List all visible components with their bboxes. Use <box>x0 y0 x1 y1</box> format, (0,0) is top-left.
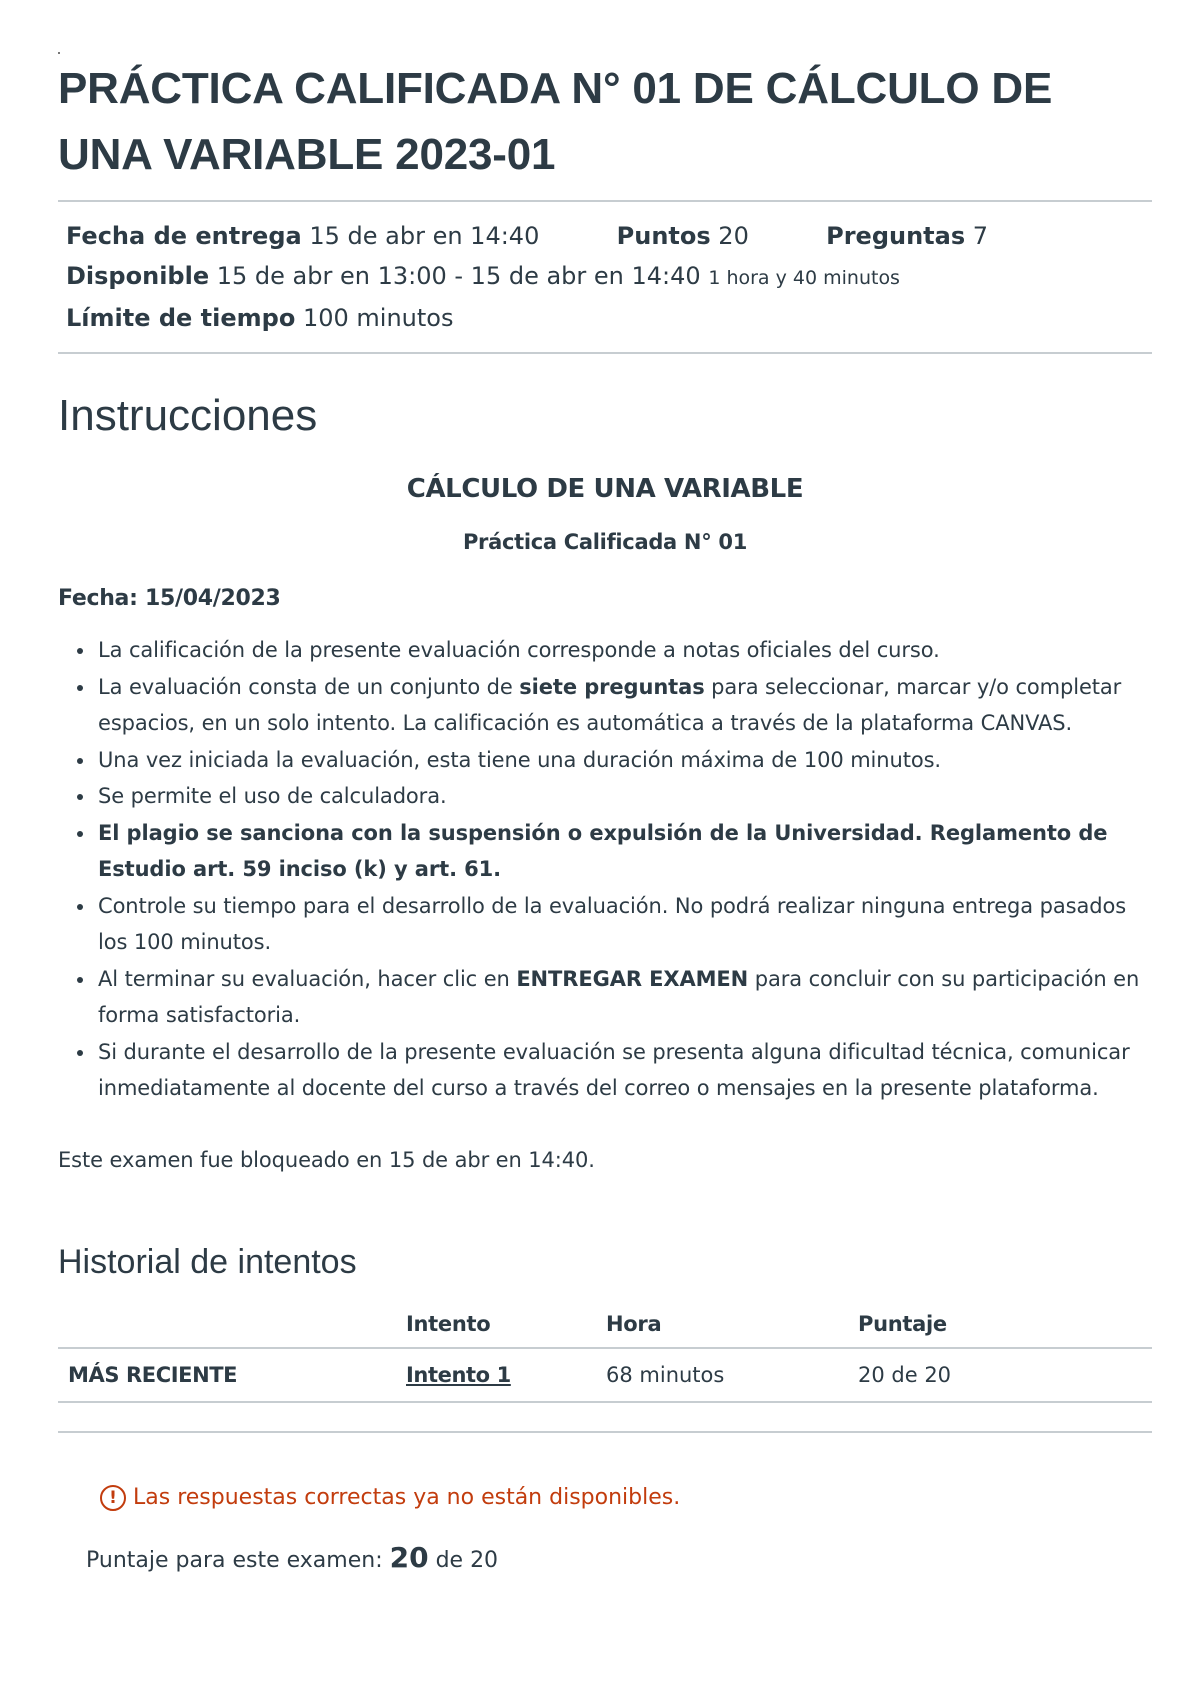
available-duration: 1 hora y 40 minutos <box>708 267 900 289</box>
time-limit-label: Límite de tiempo <box>66 304 296 332</box>
attempt-history-table <box>58 1301 1152 1403</box>
questions-label: Preguntas <box>826 222 966 250</box>
list-item: • La evaluación consta de un conjunto de siete preguntas para seleccionar, marcar y/o completar espacios, en un solo intento. La calificación es automática a través de la plataforma CANVAS. <box>96 669 1152 742</box>
meta-row-3 <box>66 298 1144 338</box>
list-item: • Si durante el desarrollo de la presente evaluación se presenta alguna dificultad técnica, comunicar inmediatamente al docente del curso a través del correo o mensajes en la presente plataforma. <box>96 1034 1152 1107</box>
exam-subtitle: Práctica Calificada N° 01 <box>462 530 748 554</box>
quiz-meta <box>58 202 1152 352</box>
available-value: 15 de abr en 13:00 - 15 de abr en 14:40 <box>216 262 701 290</box>
list-item: • Se permite el uso de calculadora. <box>96 778 1152 815</box>
due-label: Fecha de entrega <box>66 222 302 250</box>
table-header-row <box>58 1301 1152 1348</box>
meta-row-1 <box>66 216 1144 256</box>
divider-bottom <box>58 1431 1152 1433</box>
attempt-label: MÁS RECIENTE <box>58 1348 406 1402</box>
col-header-time: Hora <box>606 1301 858 1348</box>
questions-value: 7 <box>972 222 989 250</box>
exam-date: Fecha: 15/04/2023 <box>58 586 281 611</box>
available-label: Disponible <box>66 262 210 290</box>
time-limit-value: 100 minutos <box>302 304 454 332</box>
attempt-cell <box>406 1348 606 1402</box>
answers-unavailable-notice <box>58 1483 1152 1513</box>
list-item: • El plagio se sanciona con la suspensión o expulsión de la Universidad. Reglamento de Estudio art. 59 inciso (k) y art. 61. <box>96 815 1152 888</box>
meta-row-2 <box>66 256 1144 298</box>
list-item: • Una vez iniciada la evaluación, esta tiene una duración máxima de 100 minutos. <box>96 742 1152 779</box>
points-label: Puntos <box>616 222 711 250</box>
attempt-1-link[interactable]: Intento 1 <box>406 1362 511 1387</box>
lock-notice: Este examen fue bloqueado en 15 de abr en 14:40. <box>58 1147 595 1172</box>
col-header-score: Puntaje <box>858 1301 1152 1348</box>
attempt-score: 20 de 20 <box>858 1348 1152 1402</box>
list-item: • La calificación de la presente evaluación corresponde a notas oficiales del curso. <box>96 632 1152 669</box>
list-item: • Controle su tiempo para el desarrollo de la evaluación. No podrá realizar ninguna entrega pasados los 100 minutos. <box>96 888 1152 961</box>
divider-meta <box>58 352 1152 354</box>
quiz-page <box>58 0 1152 1578</box>
answers-notice-text: Las respuestas correctas ya no están disponibles. <box>133 1484 681 1510</box>
score-prefix: Puntaje para este examen: <box>86 1547 390 1573</box>
page-title: PRÁCTICA CALIFICADA N° 01 DE CÁLCULO DE UNA VARIABLE 2023-01 <box>58 64 1053 179</box>
score-value: 20 <box>389 1540 429 1574</box>
table-row <box>58 1348 1152 1402</box>
score-summary <box>58 1541 1152 1578</box>
exclamation-circle-icon: ! <box>100 1485 126 1511</box>
points-value: 20 <box>718 222 749 250</box>
score-suffix: de 20 <box>428 1547 499 1573</box>
instructions-heading: Instrucciones <box>58 391 318 440</box>
history-heading: Historial de intentos <box>58 1242 357 1281</box>
course-title: CÁLCULO DE UNA VARIABLE <box>406 474 804 504</box>
list-item: • Al terminar su evaluación, hacer clic en ENTREGAR EXAMEN para concluir con su participación en forma satisfactoria. <box>96 961 1152 1034</box>
instructions-list <box>58 632 1152 1107</box>
attempt-time: 68 minutos <box>606 1348 858 1402</box>
col-header-label <box>58 1301 406 1348</box>
due-value: 15 de abr en 14:40 <box>309 222 540 250</box>
col-header-attempt: Intento <box>406 1301 606 1348</box>
